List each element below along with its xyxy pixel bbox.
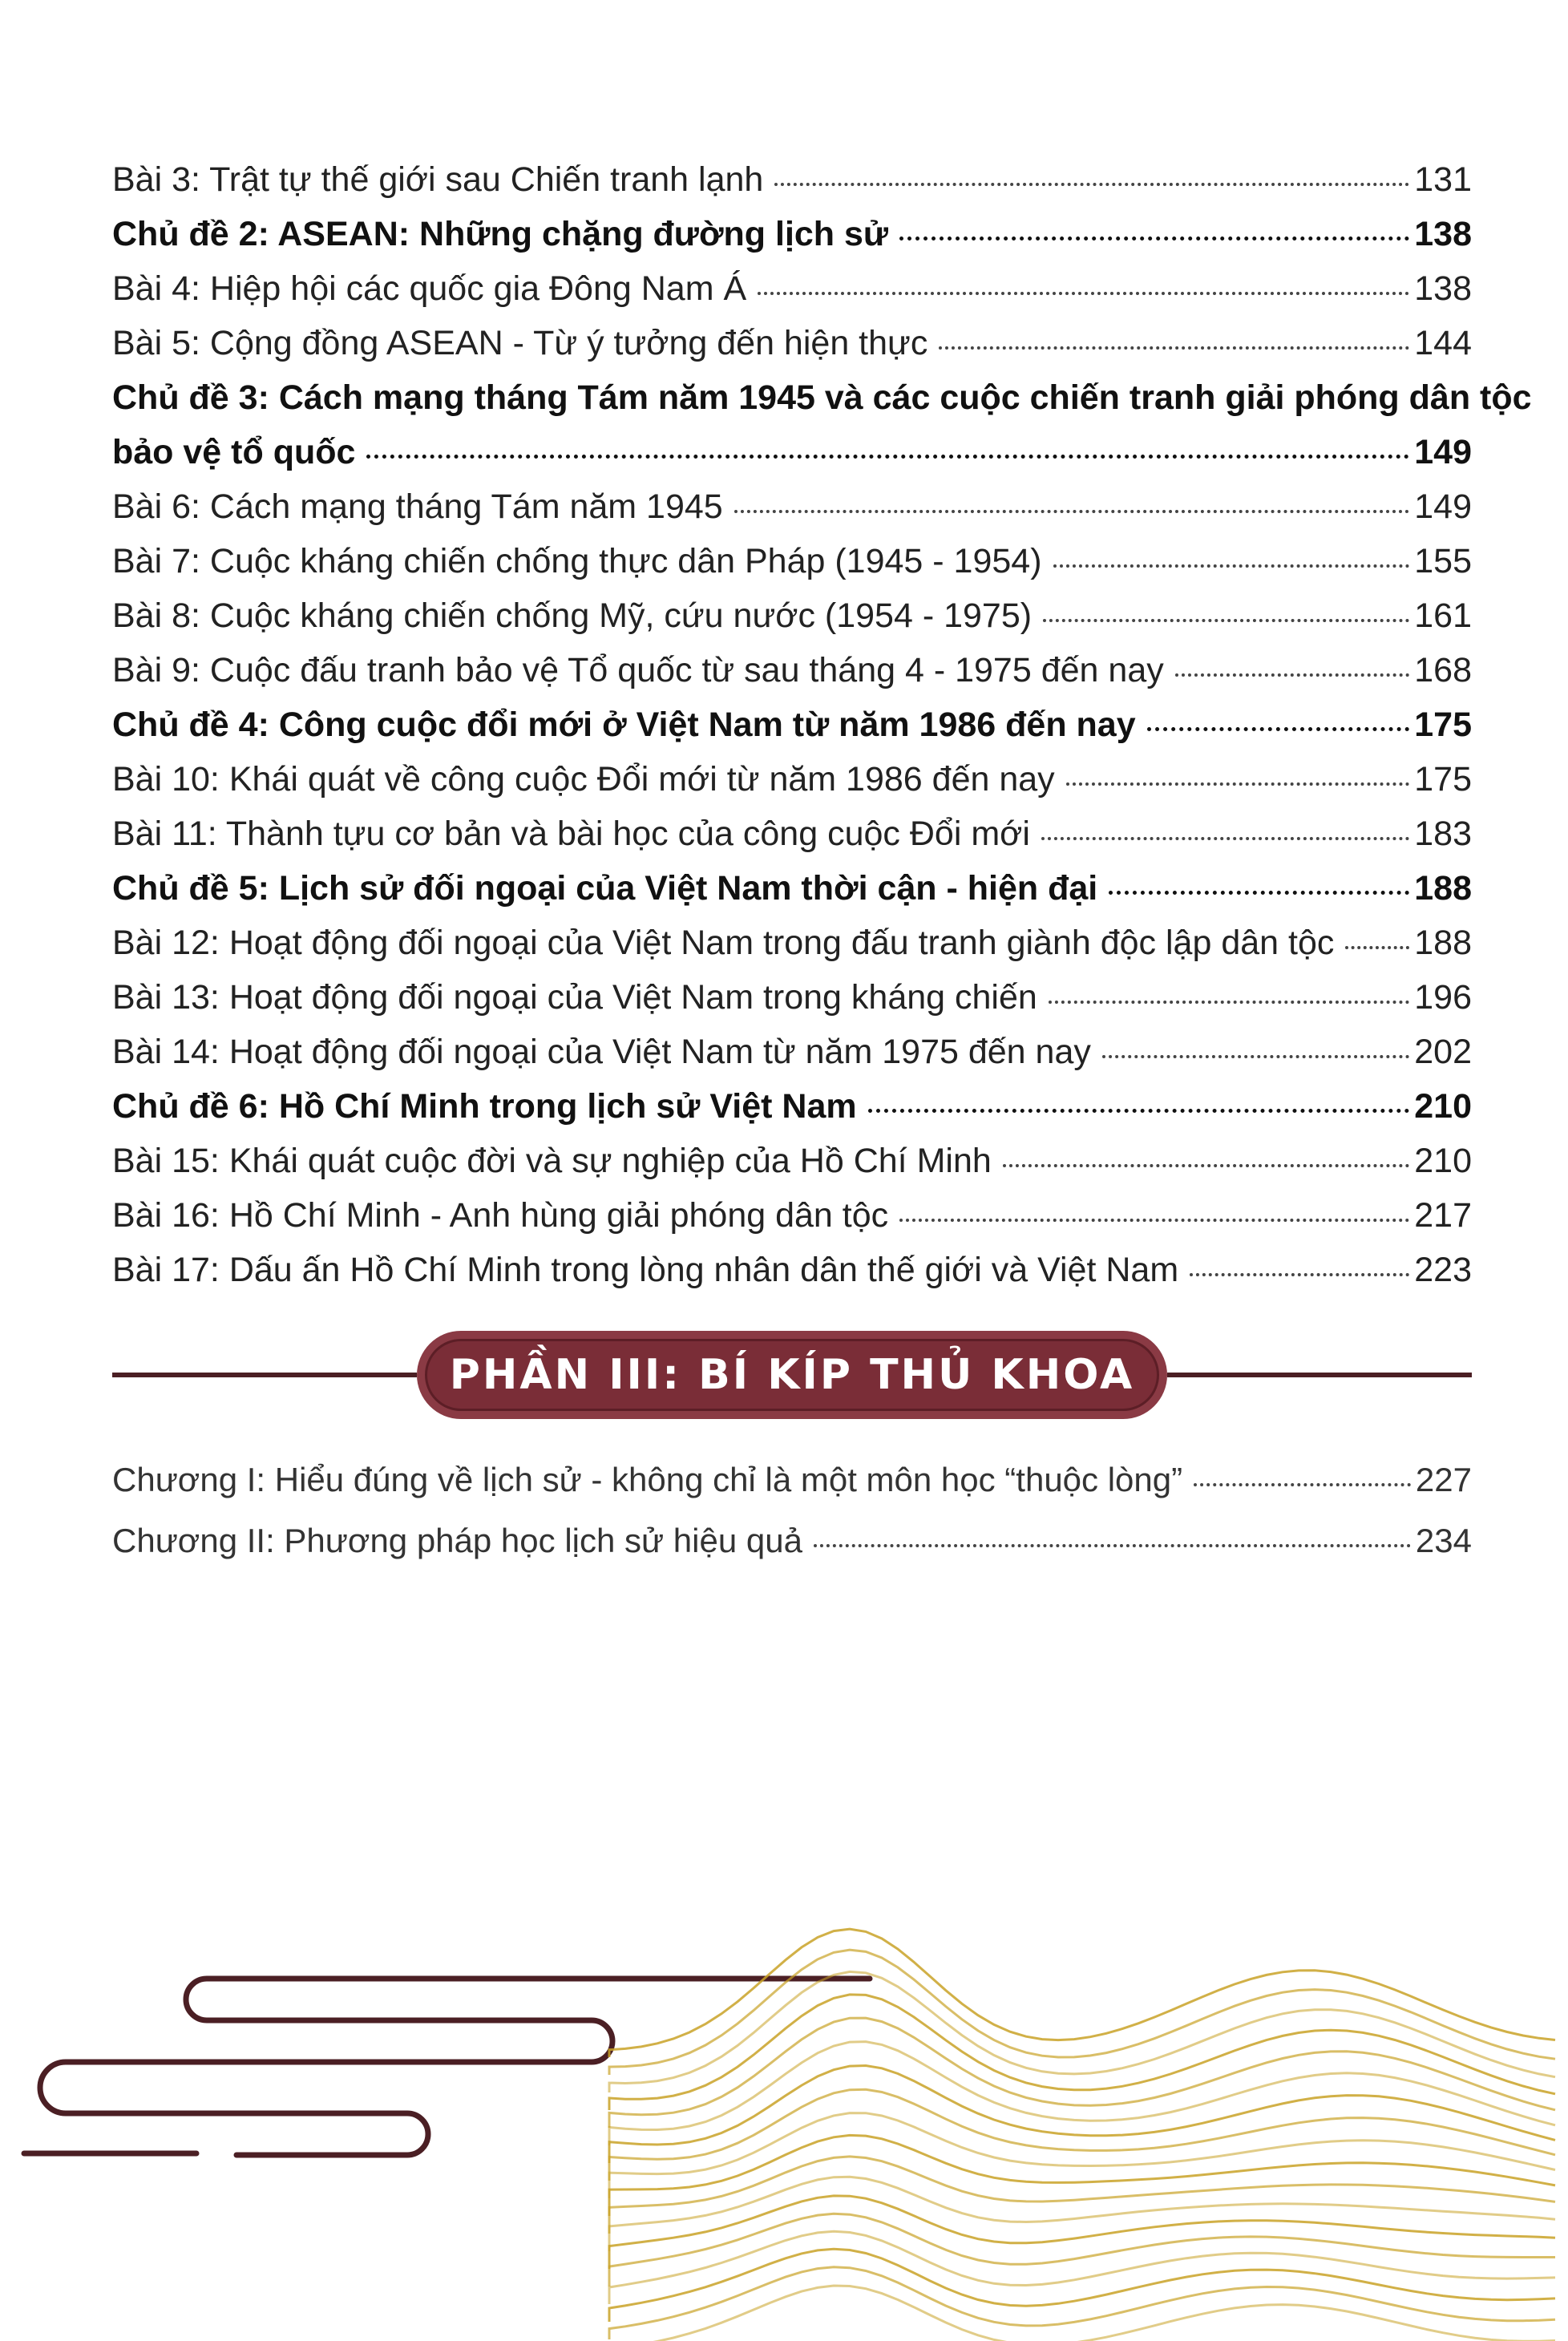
toc-entry-page: 175 [1414,706,1472,744]
toc-entry-page: 188 [1414,869,1472,908]
gold-wave-line [609,1929,1555,2057]
cloud-scroll-ornament [24,1979,870,2155]
toc-entry-title: Bài 8: Cuộc kháng chiến chống Mỹ, cứu nước (1954 - 1975) [112,596,1033,635]
toc-entry-page: 234 [1415,1522,1472,1559]
gold-wave-line [609,2231,1555,2304]
toc-entry-page: 183 [1414,815,1472,853]
part-iii-title: PHẦN III: BÍ KÍP THỦ KHOA [449,1351,1135,1399]
toc-entry-page: 175 [1414,760,1472,799]
toc-entry-title-line2: bảo vệ tổ quốc [112,433,356,471]
toc-entry-title: Bài 17: Dấu ấn Hồ Chí Minh trong lòng nhân dân thế giới và Việt Nam [112,1251,1179,1289]
gold-wave-line [609,2066,1555,2164]
toc-entry-page: 149 [1414,487,1472,526]
toc-entry-page: 210 [1414,1142,1472,1180]
toc-entry-page: 149 [1414,433,1472,471]
toc-entry-title: Bài 3: Trật tự thế giới sau Chiến tranh lạnh [112,160,764,199]
toc-entry-title: Bài 15: Khái quát cuộc đời và sự nghiệp của Hồ Chí Minh [112,1142,992,1180]
toc-entry-page: 202 [1414,1033,1472,1071]
toc-entry-title: Bài 10: Khái quát về công cuộc Đổi mới từ năm 1986 đến nay [112,760,1055,799]
toc-entry-page: 138 [1414,269,1472,308]
toc-entry-page: 188 [1414,924,1472,962]
toc-entry-page: 196 [1414,978,1472,1017]
toc-entry-page: 210 [1414,1087,1472,1126]
toc-entry-page: 168 [1414,651,1472,689]
toc-entry-title: Bài 4: Hiệp hội các quốc gia Đông Nam Á [112,269,747,308]
toc-entry-page: 131 [1414,160,1472,199]
gold-wave-line [609,2135,1555,2216]
toc-entry-page: 144 [1414,324,1472,362]
toc-entry-page: 223 [1414,1251,1472,1289]
toc-entry-title: Bài 11: Thành tựu cơ bản và bài học của công cuộc Đổi mới [112,815,1030,853]
toc-entry-page: 217 [1414,1196,1472,1235]
gold-wave-line [609,2157,1555,2234]
gold-wave-lines [609,1929,1555,2341]
toc-entry-title: Chủ đề 2: ASEAN: Những chặng đường lịch sử [112,215,889,253]
toc-entry-title: Bài 5: Cộng đồng ASEAN - Từ ý tưởng đến hiện thực [112,324,928,362]
toc-entry-title: Chủ đề 4: Công cuộc đổi mới ở Việt Nam từ năm 1986 đến nay [112,706,1136,744]
toc-entry-title: Chủ đề 6: Hồ Chí Minh trong lịch sử Việt Nam [112,1087,857,1126]
toc-entry-title: Bài 7: Cuộc kháng chiến chống thực dân Pháp (1945 - 1954) [112,542,1042,580]
toc-entry-title: Bài 12: Hoạt động đối ngoại của Việt Nam trong đấu tranh giành độc lập dân tộc [112,924,1335,962]
gold-wave-line [609,2286,1555,2341]
toc-entry-title: Bài 13: Hoạt động đối ngoại của Việt Nam trong kháng chiến [112,978,1037,1017]
toc-entry-title: Chủ đề 5: Lịch sử đối ngoại của Việt Nam thời cận - hiện đại [112,869,1098,908]
toc-entry-title: Chương II: Phương pháp học lịch sử hiệu quả [112,1522,802,1559]
toc-entry-title: Bài 9: Cuộc đấu tranh bảo vệ Tổ quốc từ sau tháng 4 - 1975 đến nay [112,651,1164,689]
toc-entry-title-line1: Chủ đề 3: Cách mạng tháng Tám năm 1945 và các cuộc chiến tranh giải phóng dân tộc [112,378,1532,417]
toc-entry-title: Bài 16: Hồ Chí Minh - Anh hùng giải phóng dân tộc [112,1196,889,1235]
toc-entry-title: Chương I: Hiểu đúng về lịch sử - không chỉ là một môn học “thuộc lòng” [112,1461,1183,1498]
toc-entry-title: Bài 14: Hoạt động đối ngoại của Việt Nam từ năm 1975 đến nay [112,1033,1091,1071]
toc-entry-page: 227 [1415,1461,1472,1498]
toc-entry-title: Bài 6: Cách mạng tháng Tám năm 1945 [112,487,723,526]
toc-entry-page: 161 [1414,596,1472,635]
gold-wave-line [609,2214,1555,2286]
toc-entry-page: 138 [1414,215,1472,253]
toc-entry-page: 155 [1414,542,1472,580]
